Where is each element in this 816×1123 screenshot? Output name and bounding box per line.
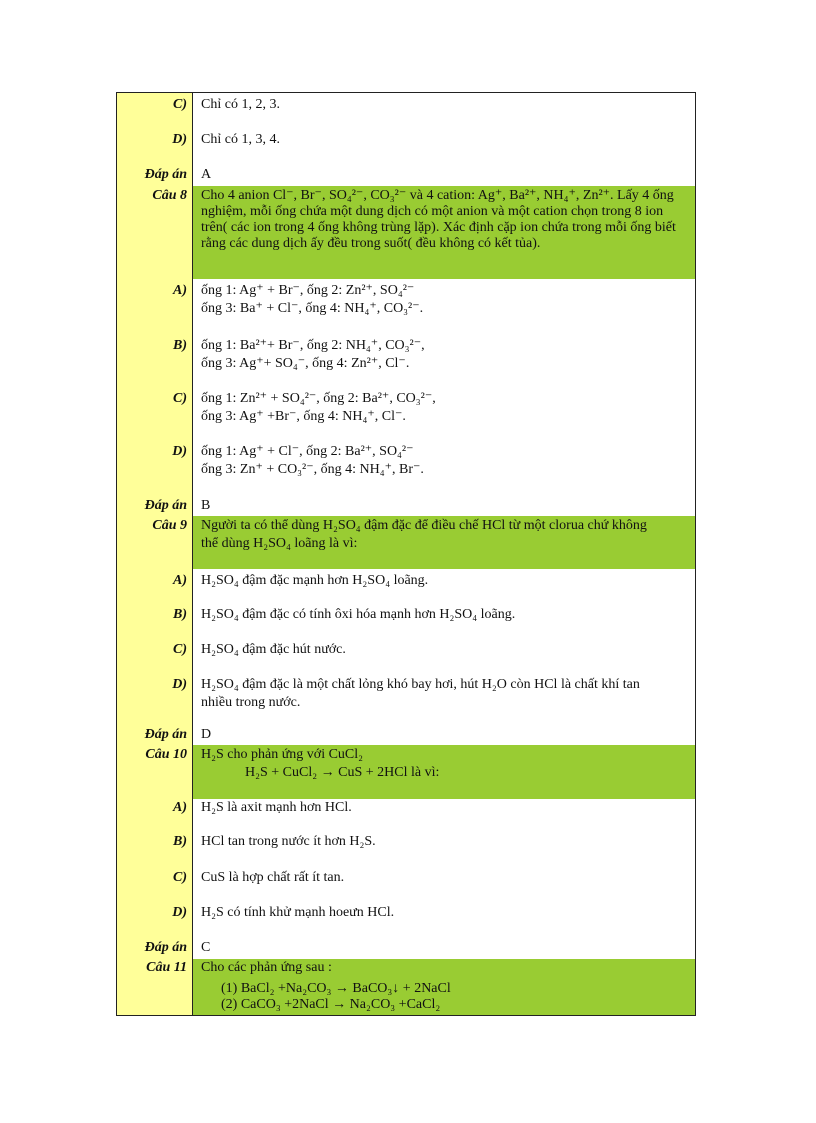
option-text: H₂SO₄ đậm đặc mạnh hơn H₂SO₄ loãng.	[201, 573, 429, 588]
option-label: C)	[173, 870, 187, 885]
question-line-1: Cho các phản ứng sau :	[201, 960, 332, 975]
option-label: B)	[173, 338, 187, 353]
option-label: D)	[172, 444, 187, 459]
answer-value: C	[201, 940, 211, 955]
answer-label: Đáp án	[144, 727, 187, 742]
option-label: D)	[172, 677, 187, 692]
answer-label: Đáp án	[144, 167, 187, 182]
option-text: H₂SO₄ đậm đặc có tính ôxi hóa mạnh hơn H₂SO₄ loãng.	[201, 607, 516, 622]
question-label: Câu 11	[146, 960, 187, 975]
option-line-1: ống 1: Zn²⁺ + SO₄²⁻, ống 2: Ba²⁺, CO₃²⁻,	[201, 391, 436, 406]
question-label: Câu 10	[145, 747, 187, 762]
question-line-1: H₂S cho phản ứng với CuCl₂	[201, 747, 364, 762]
question-label: Câu 9	[152, 518, 187, 533]
answer-label: Đáp án	[144, 498, 187, 513]
option-line-2: nhiều trong nước.	[201, 695, 301, 710]
option-label: D)	[172, 132, 187, 147]
answer-value: B	[201, 498, 211, 513]
option-text: H₂S là axit mạnh hơn HCl.	[201, 800, 352, 815]
option-label: C)	[173, 97, 187, 112]
option-line-2: ống 3: Ag⁺+ SO₄⁻, ống 4: Zn²⁺, Cl⁻.	[201, 356, 410, 371]
question-line-2: thể dùng H₂SO₄ loãng là vì:	[201, 536, 358, 551]
option-line-1: ống 1: Ba²⁺+ Br⁻, ống 2: NH₄⁺, CO₃²⁻,	[201, 338, 425, 353]
option-line-1: H₂SO₄ đậm đặc là một chất lỏng khó bay hơi, hút H₂O còn HCl là chất khí tan	[201, 677, 640, 692]
option-label: B)	[173, 607, 187, 622]
option-label: B)	[173, 834, 187, 849]
reaction-line-1: (1) BaCl₂ +Na₂CO₃ → BaCO₃↓ + 2NaCl	[221, 981, 451, 996]
exam-table	[116, 92, 696, 1016]
option-line-1: ống 1: Ag⁺ + Cl⁻, ống 2: Ba²⁺, SO₄²⁻	[201, 444, 414, 459]
option-text: CuS là hợp chất rất ít tan.	[201, 870, 345, 885]
option-label: C)	[173, 391, 187, 406]
question-label: Câu 8	[152, 188, 187, 203]
reaction-line-2: (2) CaCO₃ +2NaCl → Na₂CO₃ +CaCl₂	[221, 997, 441, 1012]
option-text: H₂S có tính khử mạnh hoeưn HCl.	[201, 905, 395, 920]
option-label: A)	[173, 573, 187, 588]
option-label: D)	[172, 905, 187, 920]
answer-value: D	[201, 727, 212, 742]
option-text: HCl tan trong nước ít hơn H₂S.	[201, 834, 376, 849]
option-label: A)	[173, 283, 187, 298]
option-label: A)	[173, 800, 187, 815]
option-text: Chỉ có 1, 2, 3.	[201, 97, 280, 112]
option-label: C)	[173, 642, 187, 657]
option-line-1: ống 1: Ag⁺ + Br⁻, ống 2: Zn²⁺, SO₄²⁻	[201, 283, 415, 298]
answer-label: Đáp án	[144, 940, 187, 955]
question-line-1: Người ta có thể dùng H₂SO₄ đậm đặc để điều chế HCl từ một clorua chứ không	[201, 518, 647, 533]
option-text: H₂SO₄ đậm đặc hút nước.	[201, 642, 346, 657]
answer-value: A	[201, 167, 212, 182]
option-text: Chỉ có 1, 3, 4.	[201, 132, 280, 147]
reaction-line: H₂S + CuCl₂ → CuS + 2HCl là vì:	[245, 765, 440, 780]
option-line-2: ống 3: Zn⁺ + CO₃²⁻, ống 4: NH₄⁺, Br⁻.	[201, 462, 424, 477]
option-line-2: ống 3: Ag⁺ +Br⁻, ống 4: NH₄⁺, Cl⁻.	[201, 409, 406, 424]
option-line-2: ống 3: Ba⁺ + Cl⁻, ống 4: NH₄⁺, CO₃²⁻.	[201, 301, 424, 316]
question-text: Cho 4 anion Cl⁻, Br⁻, SO₄²⁻, CO₃²⁻ và 4 cation: Ag⁺, Ba²⁺, NH₄⁺, Zn²⁺. Lấy 4 ống nghiệm, mỗi ống chứa một dung dịch có một anion và một cation chọn trong 8 ion trên( các ion trong 4 ống không trùng lặp). Xác định cặp ion chứa trong mỗi ống biết rằng các dung dịch ấy đều trong suốt( đều không có kết tủa).	[201, 188, 676, 251]
